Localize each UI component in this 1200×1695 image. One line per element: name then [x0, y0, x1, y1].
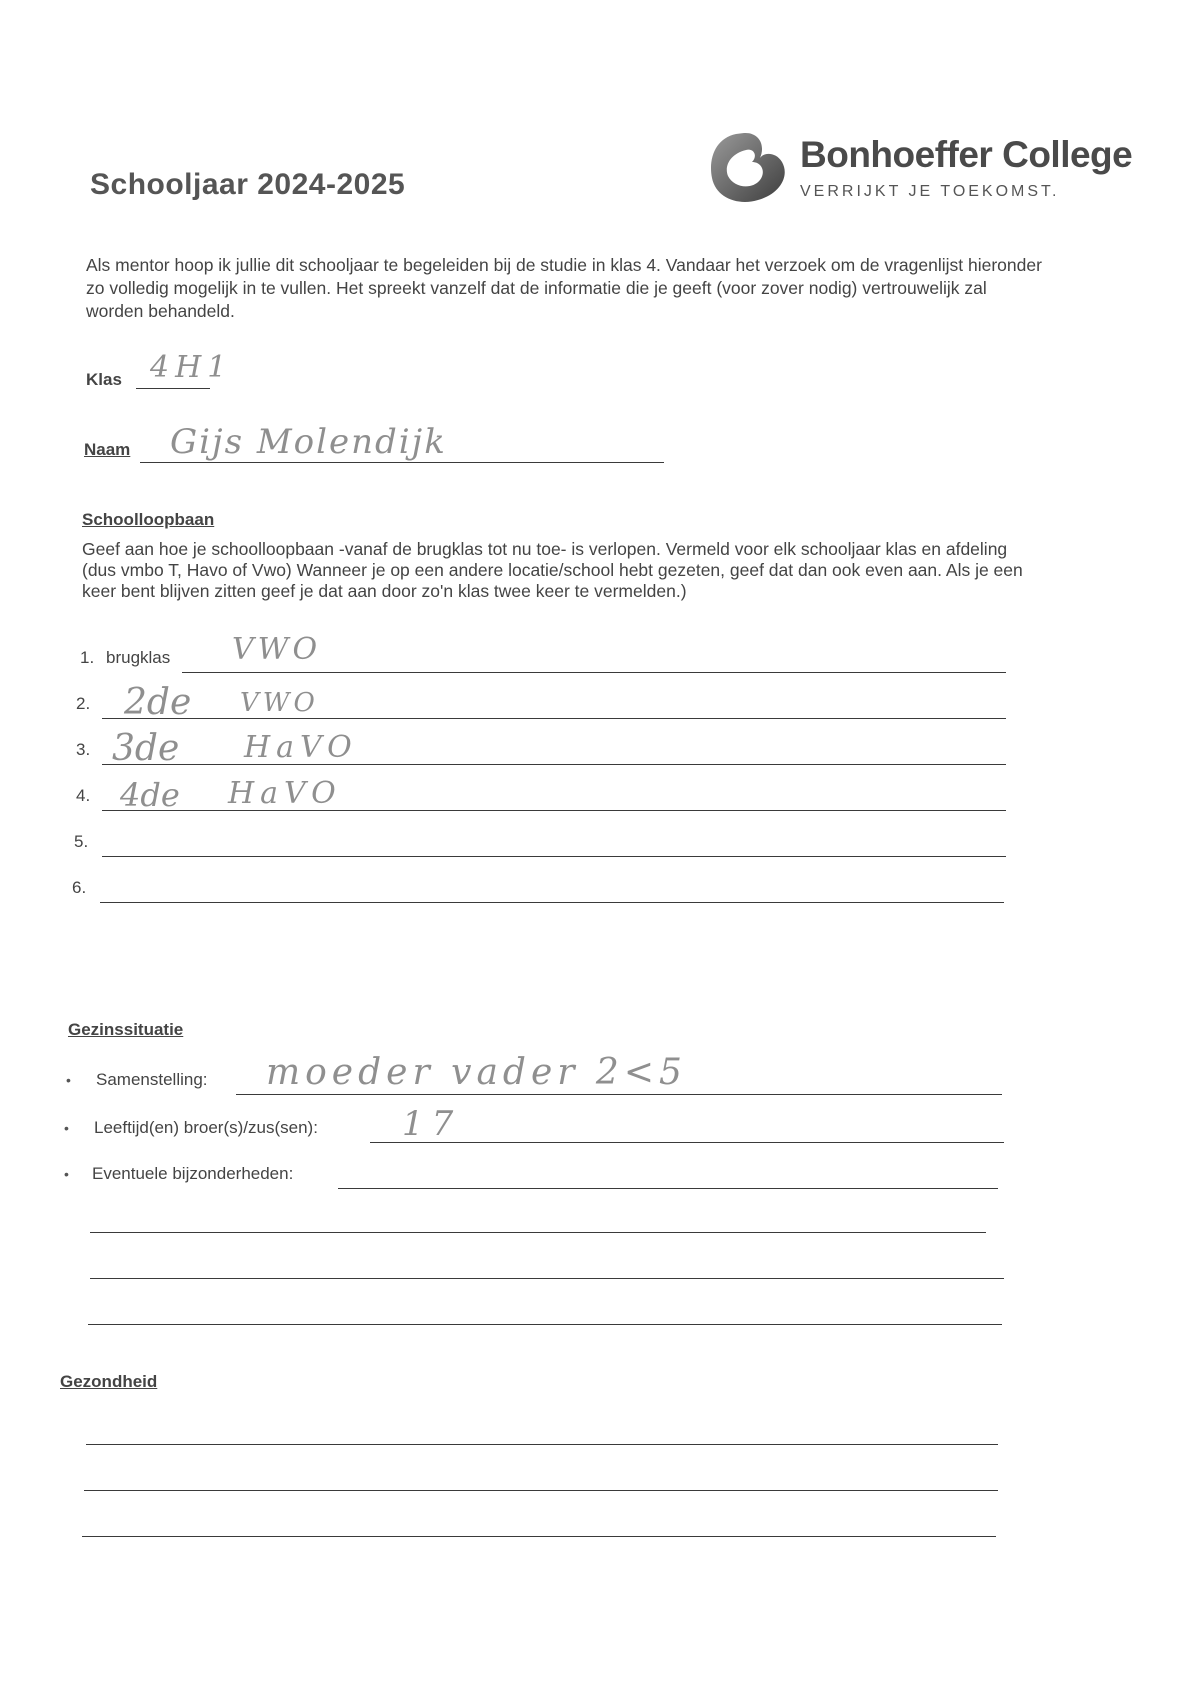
schoolloopbaan-title: Schoolloopbaan	[82, 510, 215, 529]
gezondheid-title: Gezondheid	[60, 1372, 158, 1391]
leeftijd-line	[370, 1142, 1004, 1143]
row-line	[100, 902, 1004, 903]
klas-label: Klas	[86, 370, 122, 389]
bonhoeffer-logo-icon	[706, 128, 794, 206]
bijzonderheden-line	[338, 1188, 998, 1189]
schoolloopbaan-instructions: Geef aan hoe je schoolloopbaan -vanaf de brugklas tot nu toe- is verlopen. Vermeld voor elk schooljaar klas en afdeling (dus vmbo T, Havo of Vwo) Wanneer je op een andere locatie/school hebt gezeten, geef dat dan ook even aan. Als je een keer bent blijven zitten geef je dat aan door zo'n klas twee keer te vermelden.)	[82, 539, 1023, 601]
school-year-title: Schooljaar 2024-2025	[90, 168, 406, 201]
row-4-year-field[interactable]: 4de	[120, 776, 180, 814]
gezondheid-line	[86, 1444, 998, 1445]
row-2-level-field[interactable]: VWO	[240, 688, 319, 718]
row-line	[102, 764, 1006, 765]
naam-line	[140, 462, 664, 463]
row-line	[182, 672, 1006, 673]
naam-field[interactable]: Gijs Molendijk	[170, 422, 447, 462]
bijzonderheden-line	[88, 1324, 1002, 1325]
row-number: 1.	[80, 648, 95, 667]
samenstelling-label: Samenstelling:	[96, 1070, 208, 1089]
row-label: brugklas	[106, 648, 171, 667]
row-3-year-field[interactable]: 3de	[112, 728, 180, 769]
leeftijd-field[interactable]: 17	[402, 1104, 462, 1144]
logo-school-name: Bonhoeffer College	[800, 134, 1133, 175]
samenstelling-field[interactable]: moeder vader 2<5	[266, 1052, 687, 1093]
row-number: 5.	[74, 832, 89, 851]
gezondheid-line	[84, 1490, 998, 1491]
bijzonderheden-line	[90, 1232, 986, 1233]
klas-field[interactable]: 4H1	[150, 350, 233, 385]
samenstelling-line	[236, 1094, 1002, 1095]
row-line	[102, 718, 1006, 719]
row-4-level-field[interactable]: HaVO	[228, 776, 342, 811]
row-3-level-field[interactable]: HaVO	[244, 730, 358, 765]
bullet-icon: •	[64, 1166, 69, 1182]
bullet-icon: •	[66, 1072, 71, 1088]
leeftijd-label: Leeftijd(en) broer(s)/zus(sen):	[94, 1118, 318, 1137]
bijzonderheden-line	[90, 1278, 1004, 1279]
row-number: 4.	[76, 786, 91, 805]
row-line	[102, 856, 1006, 857]
row-number: 3.	[76, 740, 91, 759]
row-2-year-field[interactable]: 2de	[124, 682, 192, 723]
bijzonderheden-label: Eventuele bijzonderheden:	[92, 1164, 294, 1183]
logo-tagline: VERRIJKT JE TOEKOMST.	[800, 183, 1060, 200]
naam-label: Naam	[84, 440, 131, 459]
row-1-level-field[interactable]: VWO	[232, 632, 322, 667]
gezondheid-line	[82, 1536, 996, 1537]
gezinssituatie-title: Gezinssituatie	[68, 1020, 184, 1039]
intro-paragraph: Als mentor hoop ik jullie dit schooljaar te begeleiden bij de studie in klas 4. Vandaar het verzoek om de vragenlijst hieronder zo volledig mogelijk in te vullen. Het spreekt vanzelf dat de informatie die je geeft (voor zover nodig) vertrouwelijk zal worden behandeld.	[86, 255, 1042, 321]
bullet-icon: •	[64, 1120, 69, 1136]
row-number: 2.	[76, 694, 91, 713]
klas-line	[136, 388, 210, 389]
row-number: 6.	[72, 878, 87, 897]
